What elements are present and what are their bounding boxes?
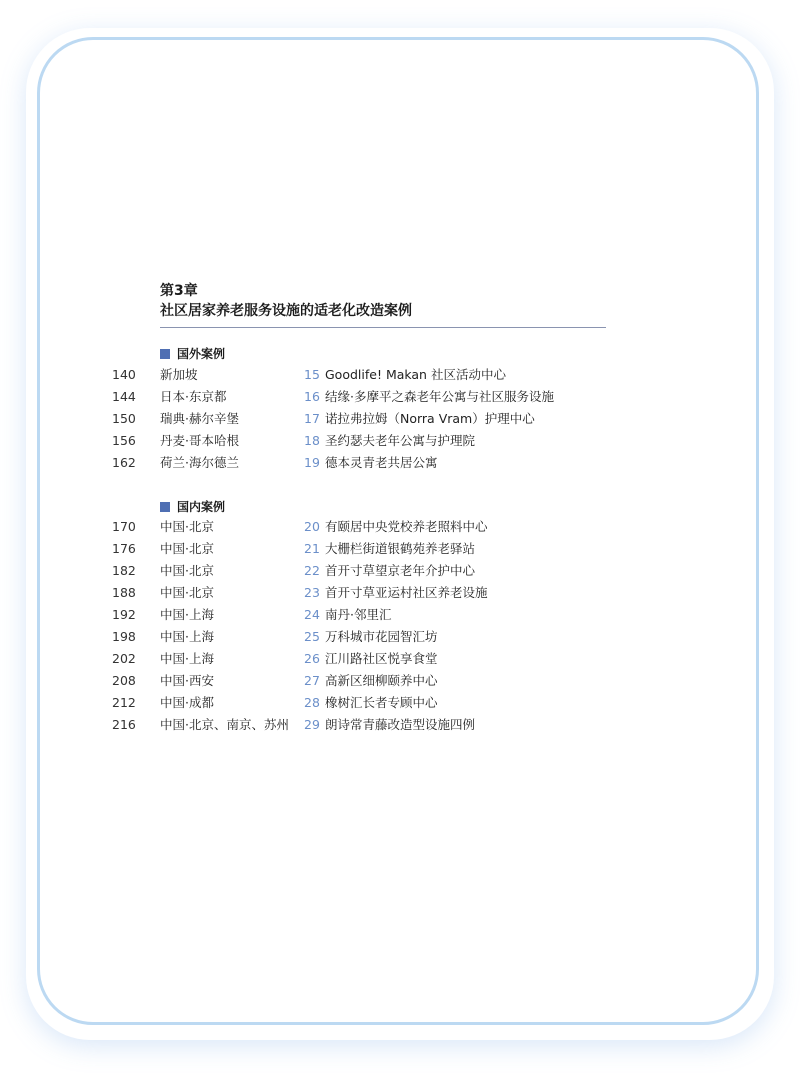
chapter-divider (160, 327, 606, 328)
section-heading-label: 国内案例 (177, 500, 226, 514)
entry-page: 182 (112, 563, 136, 578)
toc-entry[interactable] (0, 626, 800, 648)
entry-number: 22 (304, 563, 320, 578)
toc-entry[interactable] (0, 692, 800, 714)
toc-list-domestic (0, 516, 800, 736)
entry-page: 176 (112, 541, 136, 556)
toc-entry[interactable] (0, 516, 800, 538)
entry-number: 28 (304, 695, 320, 710)
entry-place: 中国·上海 (160, 607, 214, 622)
entry-place: 中国·上海 (160, 629, 214, 644)
entry-title: 诺拉弗拉姆（Norra Vram）护理中心 (325, 411, 535, 426)
chapter-header (160, 282, 606, 324)
entry-page: 216 (112, 717, 136, 732)
toc-entry[interactable] (0, 714, 800, 736)
entry-number: 29 (304, 717, 320, 732)
entry-title: 万科城市花园智汇坊 (325, 629, 438, 644)
entry-number: 15 (304, 367, 320, 382)
entry-place: 中国·北京 (160, 585, 214, 600)
entry-page: 150 (112, 411, 136, 426)
entry-title: 首开寸草望京老年介护中心 (325, 563, 476, 578)
entry-number: 23 (304, 585, 320, 600)
entry-place: 新加坡 (160, 367, 198, 382)
entry-place: 中国·北京 (160, 563, 214, 578)
entry-page: 170 (112, 519, 136, 534)
entry-place: 中国·北京、南京、苏州 (160, 717, 289, 732)
toc-list-foreign (0, 364, 800, 474)
toc-entry[interactable] (0, 452, 800, 474)
entry-number: 21 (304, 541, 320, 556)
square-bullet-icon (160, 349, 170, 359)
entry-page: 140 (112, 367, 136, 382)
chapter-label: 第3章 (160, 283, 198, 299)
toc-entry[interactable] (0, 538, 800, 560)
entry-title: 橡树汇长者专顾中心 (325, 695, 438, 710)
entry-place: 中国·上海 (160, 651, 214, 666)
entry-page: 188 (112, 585, 136, 600)
entry-number: 25 (304, 629, 320, 644)
section-heading-label: 国外案例 (177, 347, 226, 361)
entry-title: 结缘·多摩平之森老年公寓与社区服务设施 (325, 389, 554, 404)
toc-entry[interactable] (0, 582, 800, 604)
entry-number: 17 (304, 411, 320, 426)
entry-title: 圣约瑟夫老年公寓与护理院 (325, 433, 476, 448)
entry-title: 江川路社区悦享食堂 (325, 651, 438, 666)
entry-place: 丹麦·哥本哈根 (160, 433, 239, 448)
entry-title: 首开寸草亚运村社区养老设施 (325, 585, 488, 600)
entry-number: 27 (304, 673, 320, 688)
entry-number: 20 (304, 519, 320, 534)
entry-page: 208 (112, 673, 136, 688)
entry-page: 192 (112, 607, 136, 622)
toc-entry[interactable] (0, 604, 800, 626)
entry-place: 瑞典·赫尔辛堡 (160, 411, 239, 426)
entry-number: 26 (304, 651, 320, 666)
entry-place: 荷兰·海尔德兰 (160, 455, 239, 470)
entry-page: 212 (112, 695, 136, 710)
toc-entry[interactable] (0, 430, 800, 452)
entry-page: 202 (112, 651, 136, 666)
toc-entry[interactable] (0, 560, 800, 582)
square-bullet-icon (160, 502, 170, 512)
toc-entry[interactable] (0, 648, 800, 670)
toc-entry[interactable] (0, 386, 800, 408)
toc-entry[interactable] (0, 408, 800, 430)
entry-title: 有颐居中央党校养老照料中心 (325, 519, 488, 534)
entry-number: 16 (304, 389, 320, 404)
entry-page: 162 (112, 455, 136, 470)
toc-entry[interactable] (0, 670, 800, 692)
entry-place: 中国·北京 (160, 519, 214, 534)
entry-title: 高新区细柳颐养中心 (325, 673, 438, 688)
entry-number: 18 (304, 433, 320, 448)
entry-page: 156 (112, 433, 136, 448)
entry-title: Goodlife! Makan 社区活动中心 (325, 367, 506, 382)
chapter-title: 社区居家养老服务设施的适老化改造案例 (160, 303, 412, 319)
entry-title: 南丹·邻里汇 (325, 607, 392, 622)
entry-title: 德本灵青老共居公寓 (325, 455, 438, 470)
entry-place: 中国·成都 (160, 695, 214, 710)
entry-number: 24 (304, 607, 320, 622)
entry-page: 198 (112, 629, 136, 644)
section-heading-domestic (160, 499, 225, 515)
section-heading-foreign (160, 346, 225, 362)
entry-number: 19 (304, 455, 320, 470)
entry-page: 144 (112, 389, 136, 404)
entry-title: 朗诗常青藤改造型设施四例 (325, 717, 476, 732)
toc-entry[interactable] (0, 364, 800, 386)
entry-place: 日本·东京都 (160, 389, 227, 404)
entry-place: 中国·西安 (160, 673, 214, 688)
entry-title: 大栅栏街道银鹤苑养老驿站 (325, 541, 476, 556)
entry-place: 中国·北京 (160, 541, 214, 556)
